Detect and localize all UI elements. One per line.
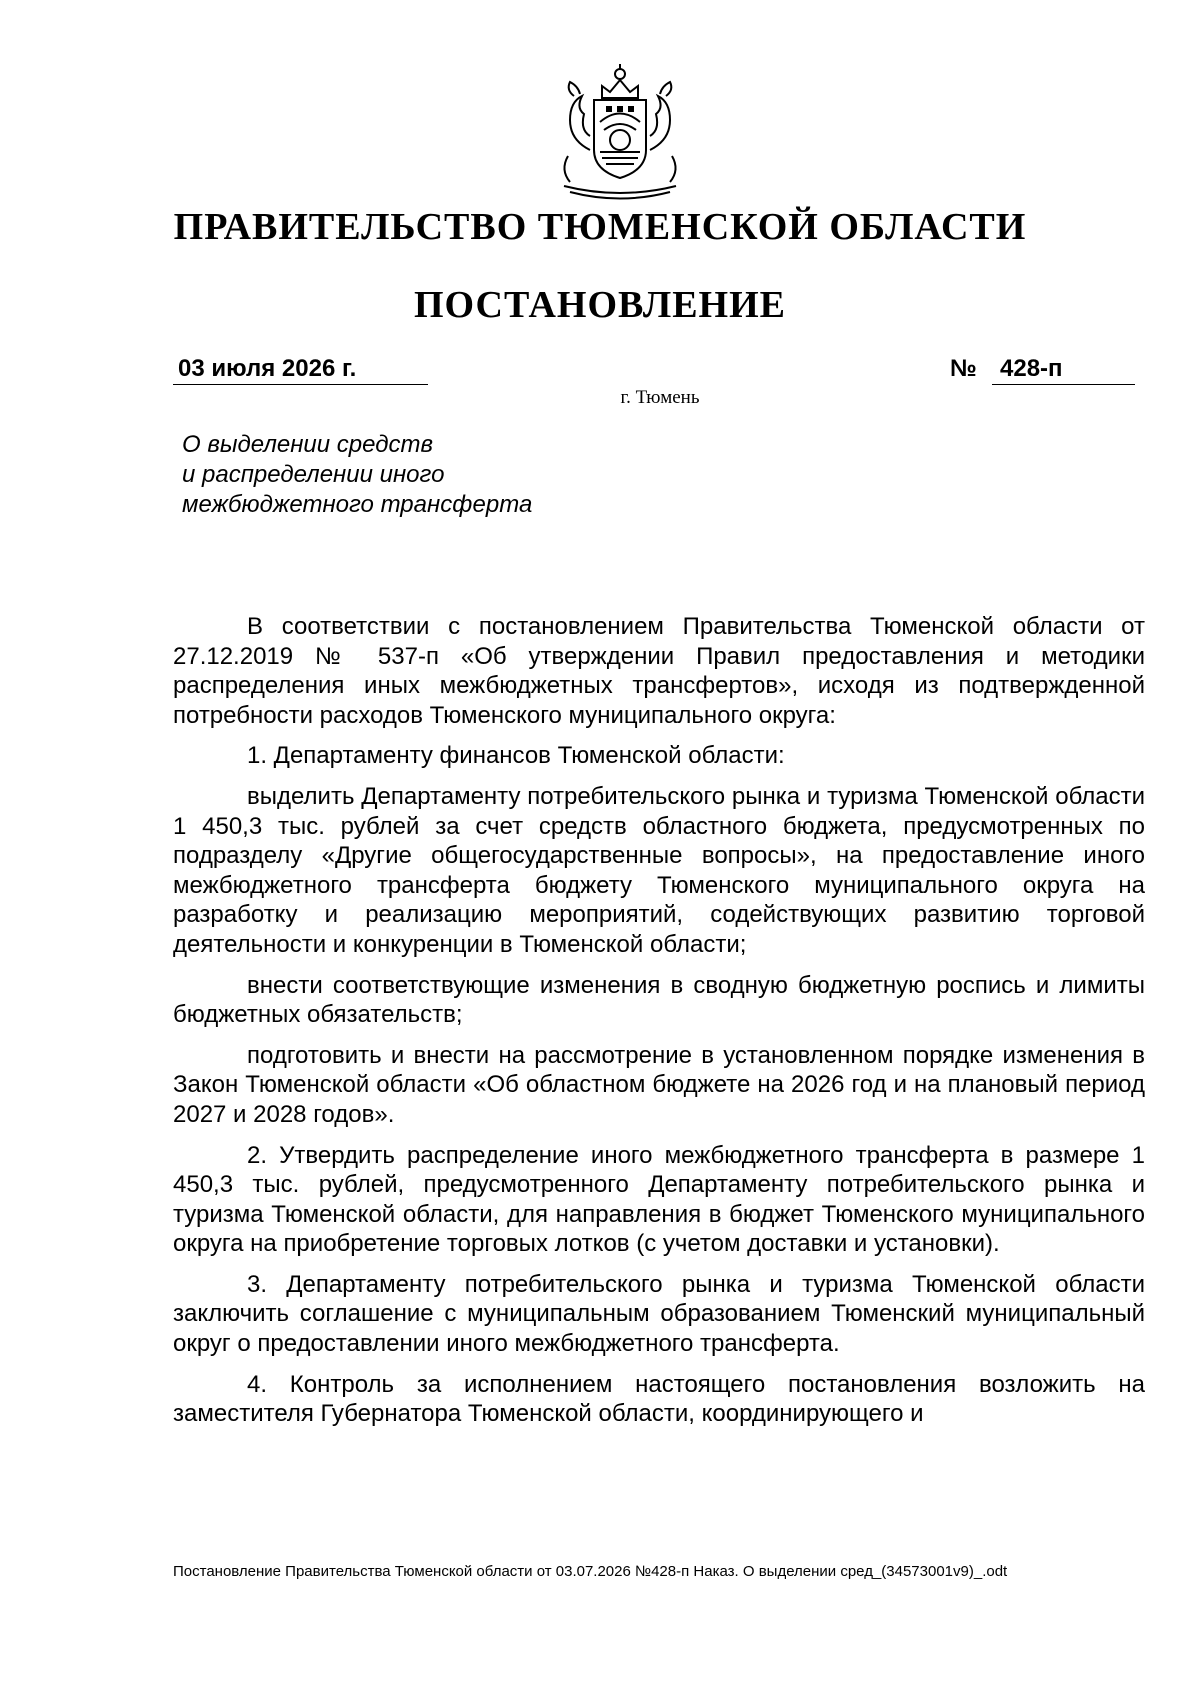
document-type-title: ПОСТАНОВЛЕНИЕ bbox=[413, 284, 787, 326]
body-paragraph: 4. Контроль за исполнением настоящего постановления возложить на заместителя Губернатора Тюменской области, координирующего и bbox=[173, 1370, 1145, 1428]
body-paragraph: подготовить и внести на рассмотрение в установленном порядке изменения в Закон Тюменской области «Об областном бюджете на 2026 год и на плановый период 2027 и 2028 годов». bbox=[173, 1041, 1145, 1128]
document-number-block bbox=[950, 355, 1135, 385]
body-paragraph: внести соответствующие изменения в сводную бюджетную роспись и лимиты бюджетных обязательств; bbox=[173, 971, 1145, 1029]
document-number: 428-п bbox=[992, 355, 1135, 385]
coat-of-arms-icon bbox=[540, 60, 700, 205]
body-paragraph: 1. Департаменту финансов Тюменской области: bbox=[247, 742, 785, 770]
body-paragraph: 3. Департаменту потребительского рынка и туризма Тюменской области заключить соглашение с муниципальным образованием Тюменский муниципальный округ о предоставлении иного межбюджетного трансферта. bbox=[173, 1270, 1145, 1358]
subject-line: межбюджетного трансферта bbox=[182, 491, 533, 518]
document-subject bbox=[182, 430, 682, 520]
subject-line: и распределении иного bbox=[182, 461, 445, 488]
body-paragraph: 2. Утвердить распределение иного межбюджетного трансферта в размере 1 450,3 тыс. рублей, предусмотренного Департаменту потребительского рынка и туризма Тюменской области, для направления в бюджет Тюменского муниципального округа на приобретение торговых лотков (с учетом доставки и установки). bbox=[173, 1141, 1145, 1258]
page-footer: Постановление Правительства Тюменской области от 03.07.2026 №428-п Наказ. О выделении сред_(34573001v9)_.odt bbox=[173, 1563, 1008, 1580]
body-paragraph: В соответствии с постановлением Правительства Тюменской области от 27.12.2019 № 537-п «Об утверждении Правил предоставления и методики распределения иных межбюджетных трансфертов», исходя из подтвержденной потребности расходов Тюменского муниципального округа: bbox=[173, 613, 1145, 729]
body-paragraph: выделить Департаменту потребительского рынка и туризма Тюменской области 1 450,3 тыс. рублей за счет средств областного бюджета, предусмотренных по подразделу «Другие общегосударственные вопросы», на предоставление иного межбюджетного трансферта бюджету Тюменского муниципального округа на разработку и реализацию мероприятий, содействующих развитию торговой деятельности и конкуренции в Тюменской области; bbox=[173, 782, 1145, 958]
document-date: 03 июля 2026 г. bbox=[173, 355, 428, 385]
city-label: г. Тюмень bbox=[620, 387, 700, 408]
subject-line: О выделении средств bbox=[182, 431, 434, 458]
government-title: ПРАВИТЕЛЬСТВО ТЮМЕНСКОЙ ОБЛАСТИ bbox=[173, 206, 1027, 248]
document-body bbox=[173, 612, 1145, 1440]
number-sign: № bbox=[950, 355, 977, 382]
